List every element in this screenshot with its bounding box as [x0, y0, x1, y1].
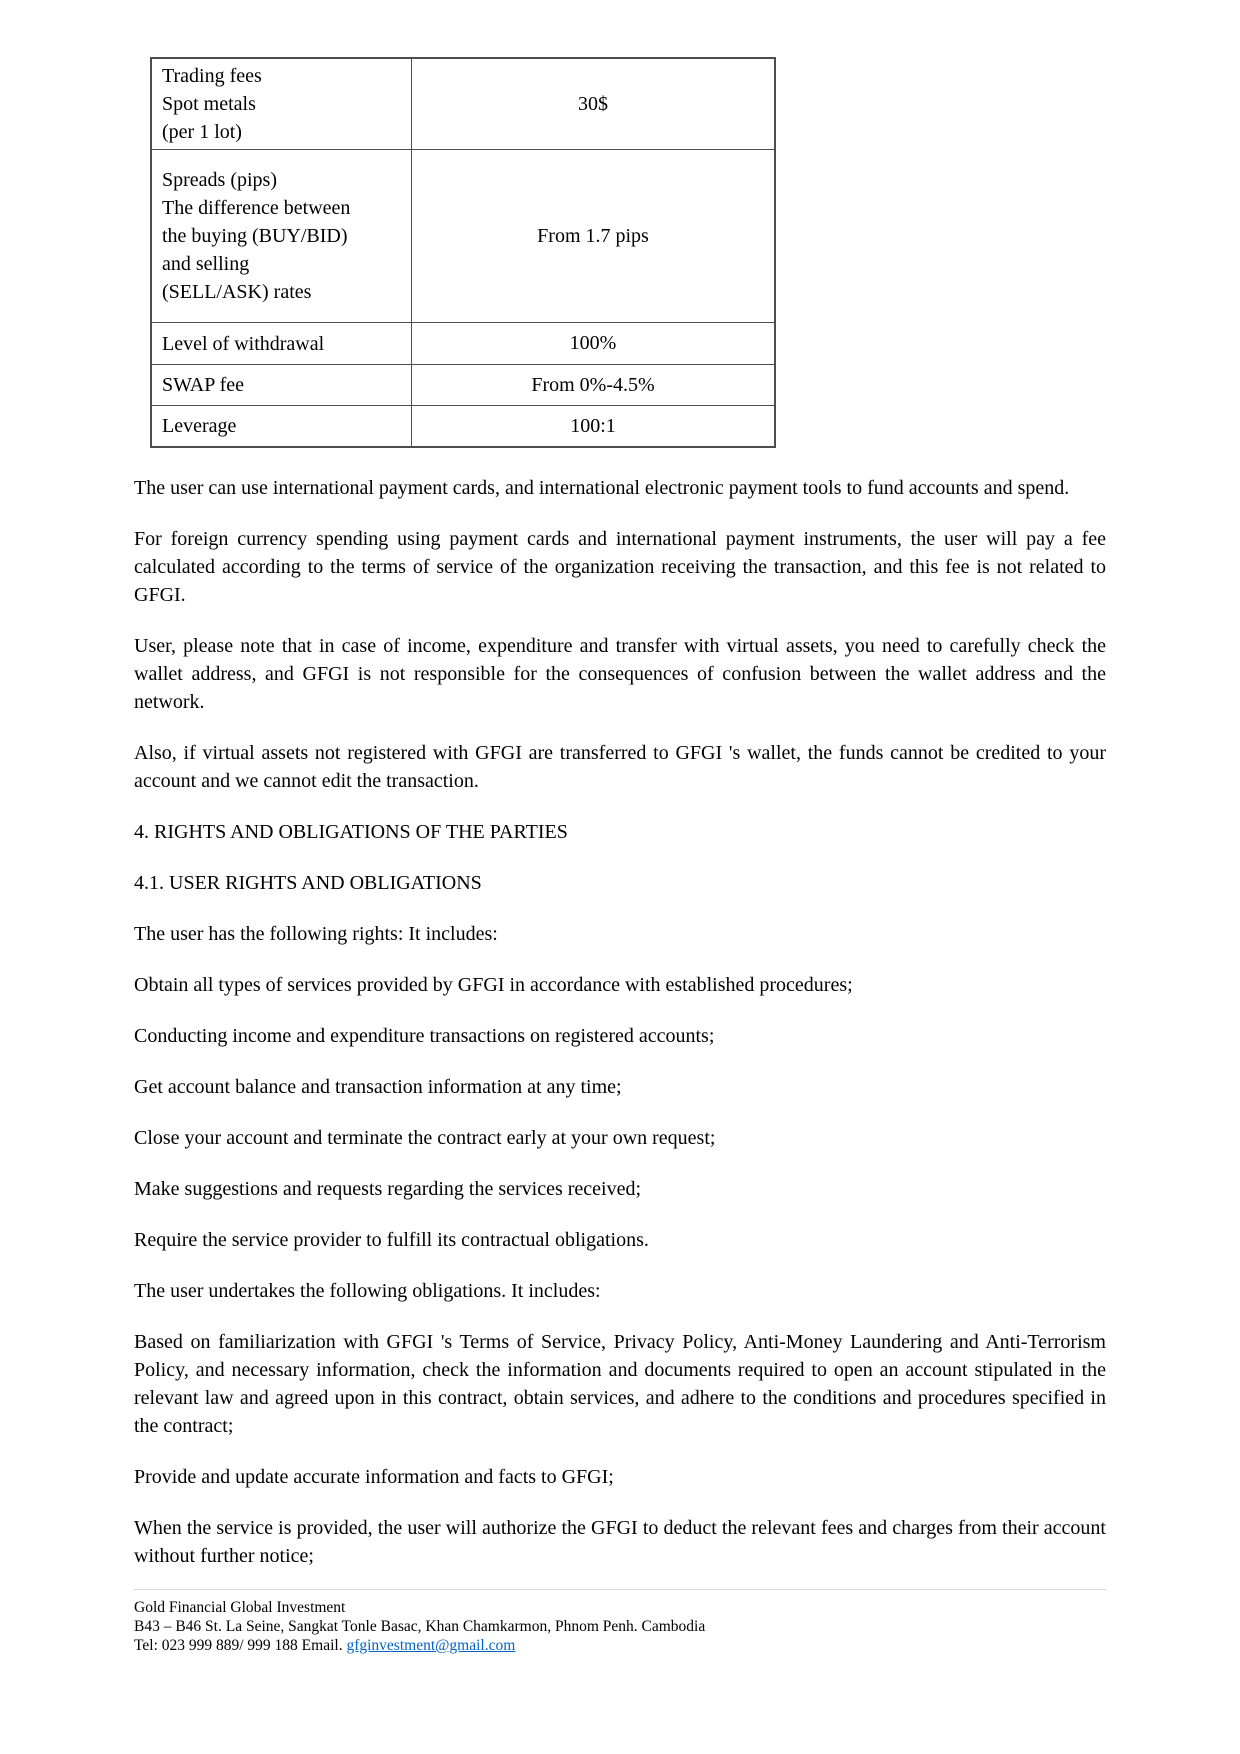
paragraph: For foreign currency spending using payment cards and international payment instruments, the user will pay a fee calculated according to the terms of service of the organization receiving the transaction, and this fee is not related to GFGI. — [134, 528, 1106, 606]
paragraph: Make suggestions and requests regarding the services received; — [134, 1178, 642, 1200]
fee-label-line: and selling — [162, 253, 250, 275]
table-row — [151, 150, 775, 323]
fee-label-line: Spot metals — [162, 93, 256, 115]
paragraph: The user can use international payment cards, and international electronic payment tools to fund accounts and spend. — [134, 477, 1070, 499]
fee-label-line: (SELL/ASK) rates — [162, 281, 312, 303]
section-heading: 4.1. USER RIGHTS AND OBLIGATIONS — [134, 872, 482, 894]
table-row — [151, 323, 775, 365]
paragraph: Obtain all types of services provided by GFGI in accordance with established procedures; — [134, 974, 853, 996]
fee-label-cell — [151, 150, 412, 323]
fee-label-cell — [151, 58, 412, 150]
paragraph: Close your account and terminate the contract early at your own request; — [134, 1127, 716, 1149]
paragraph: Based on familiarization with GFGI 's Terms of Service, Privacy Policy, Anti-Money Laundering and Anti-Terrorism Policy, and necessary information, check the information and documents required to open an account stipulated in the relevant law and agreed upon in this contract, obtain services, and adhere to the conditions and procedures specified in the contract; — [134, 1331, 1106, 1437]
fee-label-cell — [151, 323, 412, 365]
page-footer — [134, 1589, 1106, 1655]
fee-value-cell: 30$ — [412, 58, 776, 150]
document-content — [134, 57, 1106, 1593]
table-row — [151, 58, 775, 150]
fee-label-line: Trading fees — [162, 65, 262, 87]
fee-value-cell: 100% — [412, 323, 776, 365]
paragraph: The user undertakes the following obligations. It includes: — [134, 1280, 601, 1302]
paragraph: Conducting income and expenditure transactions on registered accounts; — [134, 1025, 715, 1047]
paragraph: Get account balance and transaction information at any time; — [134, 1076, 622, 1098]
footer-tel: Tel: 023 999 889/ 999 188 Email. — [134, 1637, 347, 1654]
fee-value-cell: From 1.7 pips — [412, 150, 776, 323]
fee-label-line: Spreads (pips) — [162, 169, 277, 191]
footer-address: B43 – B46 St. La Seine, Sangkat Tonle Basac, Khan Chamkarmon, Phnom Penh. Cambodia — [134, 1618, 706, 1635]
fee-label-line: SWAP fee — [162, 374, 245, 396]
footer-contact-line — [134, 1636, 1106, 1655]
fee-label-line: the buying (BUY/BID) — [162, 225, 348, 247]
paragraph: Also, if virtual assets not registered with GFGI are transferred to GFGI 's wallet, the funds cannot be credited to your account and we cannot edit the transaction. — [134, 742, 1106, 792]
paragraph: Require the service provider to fulfill its contractual obligations. — [134, 1229, 649, 1251]
table-row — [151, 406, 775, 448]
fees-table — [150, 57, 776, 448]
fee-label-line: Level of withdrawal — [162, 332, 325, 355]
fee-label-cell — [151, 365, 412, 406]
fee-value-cell: 100:1 — [412, 406, 776, 448]
fee-label-line: Leverage — [162, 415, 237, 437]
fee-value-cell: From 0%-4.5% — [412, 365, 776, 406]
fee-label-line: (per 1 lot) — [162, 121, 242, 143]
footer-email-link[interactable]: gfginvestment@gmail.com — [346, 1637, 516, 1654]
paragraph: The user has the following rights: It includes: — [134, 923, 498, 945]
paragraph: Provide and update accurate information and facts to GFGI; — [134, 1466, 614, 1488]
paragraph: When the service is provided, the user will authorize the GFGI to deduct the relevant fees and charges from their account without further notice; — [134, 1517, 1106, 1567]
fee-label-line: The difference between — [162, 197, 351, 219]
paragraph: User, please note that in case of income, expenditure and transfer with virtual assets, you need to carefully check the wallet address, and GFGI is not responsible for the consequences of confusion between the wallet address and the network. — [134, 635, 1106, 713]
table-row — [151, 365, 775, 406]
fee-label-cell — [151, 406, 412, 448]
footer-company: Gold Financial Global Investment — [134, 1599, 346, 1616]
section-heading: 4. RIGHTS AND OBLIGATIONS OF THE PARTIES — [134, 821, 568, 843]
